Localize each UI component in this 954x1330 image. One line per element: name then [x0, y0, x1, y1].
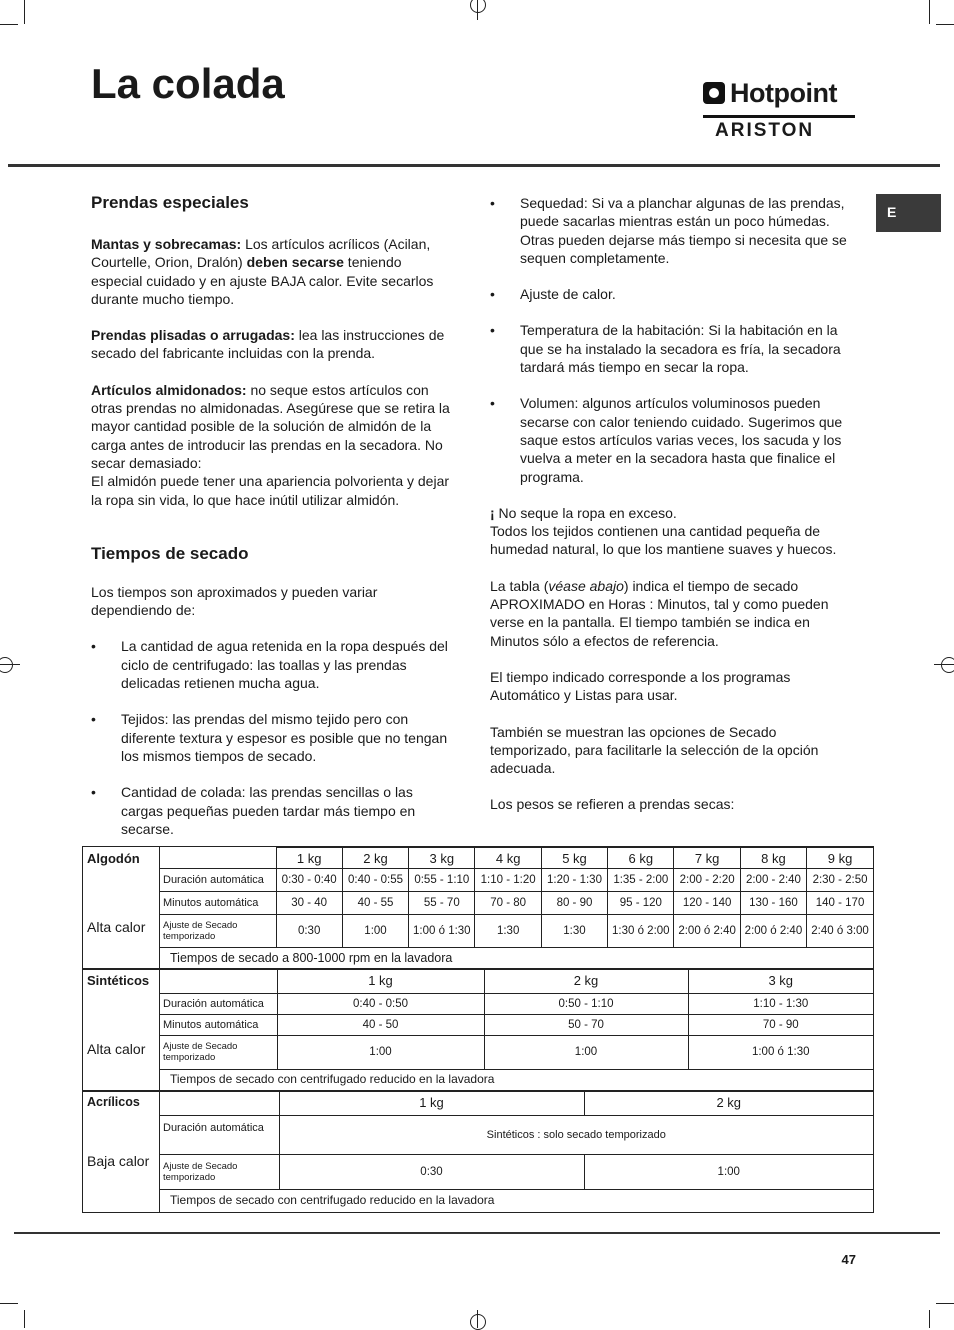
row-label: Minutos automática [160, 1014, 277, 1035]
registration-mark [477, 1310, 478, 1328]
table-cell: 1:30 [541, 915, 607, 948]
heat-setting: Baja calor [87, 1153, 150, 1169]
table-row [160, 1189, 873, 1210]
table-cell: 1:00 [277, 1035, 484, 1069]
paragraph-humedad: Todos los tejidos contienen una cantidad pequeña de humedad natural, lo que los mantiene suaves y huecos. [490, 523, 837, 558]
drying-table [160, 847, 873, 968]
row-label: Duración automática [160, 993, 277, 1014]
table-cell: 2:00 - 2:20 [674, 869, 740, 892]
list-item: • Tejidos: las prendas del mismo tejido pero con diferente textura y espesor es posible que no tengan los mismos tiempos de secado. [91, 710, 451, 765]
text: ) indica el tiempo de secado APROXIMADO en Horas : Minutos, tal y como pueden verse en la pantalla. El tiempo también se indica en Minutos sólo a efectos de referencia. [490, 577, 829, 649]
registration-mark [0, 664, 20, 665]
emphasis: véase abajo [548, 577, 624, 594]
table-cell: 0:40 - 0:55 [342, 869, 408, 892]
table-cell: 95 - 120 [608, 892, 674, 915]
table-cell: 2:00 - 2:40 [740, 869, 806, 892]
table-cell: 55 - 70 [409, 892, 475, 915]
crop-mark [936, 1303, 954, 1304]
crop-mark [929, 0, 930, 24]
table-cell [160, 1091, 279, 1115]
table-cell: 120 - 140 [674, 892, 740, 915]
table-cell: 2:00 ó 2:40 [740, 915, 806, 948]
heat-setting: Alta calor [87, 1041, 146, 1057]
table-cell: 1:20 - 1:30 [541, 869, 607, 892]
table-note: Tiempos de secado con centrifugado reducido en la lavadora [160, 1069, 873, 1089]
table-algodon [82, 846, 874, 970]
weight-header: 3 kg [688, 969, 873, 993]
table-row [160, 969, 873, 993]
table-cell: 70 - 90 [688, 1014, 873, 1035]
table-cell: 1:00 [484, 1035, 688, 1069]
right-column [490, 194, 850, 814]
fabric-name: Sintéticos [87, 973, 150, 988]
table-row [160, 892, 873, 915]
table-cell: 1:10 - 1:20 [475, 869, 541, 892]
crop-mark [24, 0, 25, 24]
text: La tabla ( [490, 577, 549, 594]
paragraph-tiempo: El tiempo indicado corresponde a los programas Automático y Listas para usar. [490, 668, 791, 704]
table-cell: 1:00 ó 1:30 [688, 1035, 873, 1069]
table-cell: 70 - 80 [475, 892, 541, 915]
table-row [160, 915, 873, 948]
fabric-cell [83, 969, 160, 1091]
weight-header: 1 kg [277, 969, 484, 993]
section-heading-tiempos: Tiempos de secado [91, 543, 249, 563]
registration-mark [470, 0, 486, 13]
drying-table [160, 969, 873, 1089]
brand-sub: ARISTON [715, 120, 815, 141]
table-cell: 1:35 - 2:00 [608, 869, 674, 892]
footer-rule [14, 1232, 940, 1234]
header-rule [8, 164, 940, 167]
paragraph-plisadas [91, 326, 451, 363]
row-label: Minutos automática [160, 892, 276, 915]
fabric-name: Acrílicos [87, 1095, 140, 1109]
table-cell: 0:40 - 0:50 [277, 993, 484, 1014]
bold-label: Artículos almidonados: [91, 381, 247, 398]
weight-header: 1 kg [276, 848, 342, 869]
weight-header: 3 kg [409, 848, 475, 869]
table-cell: 0:30 [279, 1154, 584, 1189]
paragraph-intro: Los tiempos son aproximados y pueden variar dependiendo de: [91, 583, 378, 619]
weight-header: 4 kg [475, 848, 541, 869]
table-cell [160, 848, 276, 869]
table-cell: 40 - 50 [277, 1014, 484, 1035]
paragraph-mantas [91, 235, 451, 308]
page-number: 47 [841, 1252, 856, 1267]
table-row [160, 1014, 873, 1035]
brand-logo [703, 78, 855, 144]
table-sinteticos [82, 968, 874, 1092]
row-label: Duración automática [160, 1115, 279, 1154]
table-cell: 1:30 ó 2:00 [608, 915, 674, 948]
row-label: Ajuste de Secado temporizado [160, 1035, 277, 1069]
table-row [160, 1115, 873, 1154]
text: teniendo especial cuidado y en ajuste BAJA calor. Evite secarlos durante mucho tiempo. [91, 254, 434, 307]
logo-bar [703, 115, 855, 118]
weight-header: 2 kg [342, 848, 408, 869]
paragraph-almidonados [91, 381, 451, 472]
table-cell: 1:30 [475, 915, 541, 948]
table-note: Tiempos de secado con centrifugado reducido en la lavadora [160, 1189, 873, 1210]
page-title: La colada [91, 60, 285, 107]
paragraph-almidon-note: El almidón puede tener una apariencia polvorienta y dejar la ropa sin vida, lo que hace inútil utilizar almidón. [91, 473, 450, 508]
warning-paragraph [490, 504, 850, 522]
table-cell: 2:00 ó 2:40 [674, 915, 740, 948]
language-tab-label: E [887, 204, 897, 220]
weight-header: 2 kg [484, 969, 688, 993]
table-cell [160, 969, 277, 993]
paragraph-temporizado: También se muestran las opciones de Secado temporizado, para facilitarle la selección de la opción adecuada. [490, 723, 819, 777]
table-row [160, 948, 873, 968]
drying-table [160, 1091, 873, 1210]
table-cell: 2:40 ó 3:00 [807, 915, 873, 948]
table-row [160, 1091, 873, 1115]
table-cell-merged: Sintéticos : solo secado temporizado [279, 1115, 873, 1154]
table-cell: 140 - 170 [807, 892, 873, 915]
registration-mark [934, 664, 954, 665]
table-cell: 0:30 [276, 915, 342, 948]
table-note: Tiempos de secado a 800-1000 rpm en la lavadora [160, 948, 873, 968]
registration-mark [941, 657, 954, 673]
table-acrilicos [82, 1090, 874, 1213]
table-row [160, 869, 873, 892]
list-item: • Sequedad: Si va a planchar algunas de las prendas, puede sacarlas mientras están un poco húmedas. Otras pueden dejarse más tiempo si necesita que se sequen completamente. [490, 194, 850, 267]
table-cell: 0:55 - 1:10 [409, 869, 475, 892]
brand-main: Hotpoint [730, 78, 837, 108]
fabric-cell [83, 1091, 160, 1212]
table-cell: 0:30 - 0:40 [276, 869, 342, 892]
heat-setting: Alta calor [87, 919, 146, 935]
table-row [160, 848, 873, 869]
list-item: • Temperatura de la habitación: Si la habitación en la que se ha instalado la secadora es fría, la secadora tardará más tiempo en secar la ropa. [490, 321, 850, 376]
weight-header: 9 kg [807, 848, 873, 869]
table-cell: 40 - 55 [342, 892, 408, 915]
fabric-cell [83, 847, 160, 969]
weight-header: 2 kg [584, 1091, 873, 1115]
paragraph-pesos: Los pesos se refieren a prendas secas: [490, 796, 735, 813]
bold-label: Prendas plisadas o arrugadas: [91, 327, 295, 344]
list-item: • Cantidad de colada: las prendas sencillas o las cargas pequeñas pueden tardar más tiempo en secarse. [91, 783, 451, 838]
list-item: • La cantidad de agua retenida en la ropa después del ciclo de centrifugado: las toallas y las prendas delicadas retienen mucha agua. [91, 637, 451, 692]
table-cell: 80 - 90 [541, 892, 607, 915]
table-row [160, 1069, 873, 1089]
language-tab [876, 194, 941, 232]
list-item: • Ajuste de calor. [490, 285, 850, 303]
row-label: Duración automática [160, 869, 276, 892]
table-cell: 1:00 [342, 915, 408, 948]
table-cell: 2:30 - 2:50 [807, 869, 873, 892]
section-heading-especiales: Prendas especiales [91, 193, 249, 212]
table-cell: 50 - 70 [484, 1014, 688, 1035]
weight-header: 6 kg [608, 848, 674, 869]
registration-mark [0, 657, 13, 673]
table-cell: 1:00 ó 1:30 [409, 915, 475, 948]
table-row [160, 1035, 873, 1069]
left-column [91, 192, 451, 838]
crop-mark [936, 24, 954, 25]
fabric-name: Algodón [87, 851, 140, 866]
weight-header: 1 kg [279, 1091, 584, 1115]
weight-header: 8 kg [740, 848, 806, 869]
weight-header: 7 kg [674, 848, 740, 869]
text: Los artículos acrílicos (Acilan, Courtelle, Orion, Dralón) [91, 236, 431, 271]
text: no seque estos artículos con otras prendas no almidonadas. Asegúrese que se retira la mayor cantidad posible de la solución de almidón de la carga antes de introducir las prendas en la secadora. No secar demasiado: [91, 381, 450, 471]
table-row [160, 1154, 873, 1189]
registration-mark [477, 0, 478, 20]
table-row [160, 993, 873, 1014]
table-cell: 1:10 - 1:30 [688, 993, 873, 1014]
bold-text: deben secarse [246, 254, 344, 271]
paragraph-tabla [490, 577, 850, 650]
row-label: Ajuste de Secado temporizado [160, 1154, 279, 1189]
weight-header: 5 kg [541, 848, 607, 869]
hotpoint-logo-icon [703, 82, 725, 104]
list-item: • Volumen: algunos artículos voluminosos pueden secarse con calor teniendo cuidado. Sugerimos que saque estos artículos varias veces, los sacuda y los vuelva a meter en la secadora hasta que finalice el programa. [490, 394, 850, 485]
text: No seque la ropa en exceso. [494, 504, 677, 521]
table-cell: 130 - 160 [740, 892, 806, 915]
row-label: Ajuste de Secado temporizado [160, 915, 276, 948]
crop-mark [0, 1303, 18, 1304]
bold-label: Mantas y sobrecamas: [91, 236, 242, 252]
crop-mark [0, 24, 18, 25]
crop-mark [929, 1310, 930, 1328]
text: lea las instrucciones de secado del fabricante incluidas con la prenda. [91, 327, 445, 362]
table-cell: 0:50 - 1:10 [484, 993, 688, 1014]
table-cell: 1:00 [584, 1154, 873, 1189]
crop-mark [24, 1310, 25, 1328]
table-cell: 30 - 40 [276, 892, 342, 915]
warning-icon: ¡ [490, 504, 495, 521]
